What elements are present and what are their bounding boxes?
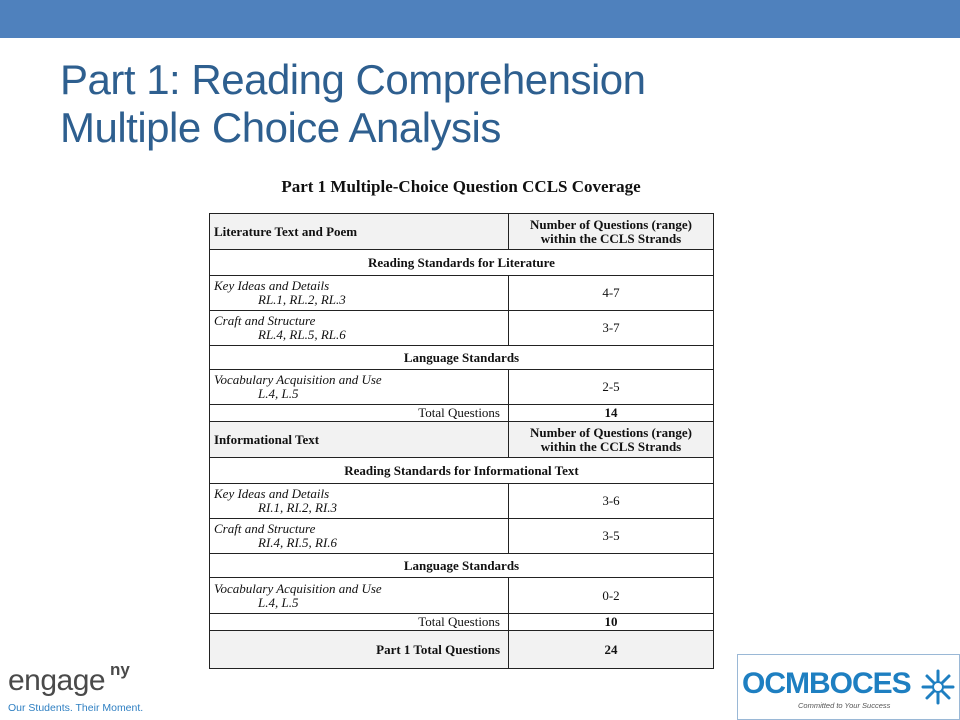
grand-total-value: 24 [509, 631, 714, 669]
standard-name: Craft and Structure [214, 521, 316, 536]
standard-codes: RL.4, RL.5, RL.6 [258, 327, 346, 342]
table-row [210, 554, 714, 578]
table-row [210, 422, 714, 458]
slide-title [60, 56, 920, 152]
slide-title-line-1: Part 1: Reading Comprehension [60, 56, 646, 103]
engageny-superscript: ny [110, 660, 130, 679]
standard-cell [210, 311, 509, 346]
ocmboces-tagline: Committed to Your Success [798, 701, 891, 710]
informational-header-cell: Informational Text [210, 422, 509, 458]
grand-total-label: Part 1 Total Questions [210, 631, 509, 669]
standard-codes: L.4, L.5 [258, 386, 299, 401]
ocmboces-wordmark: OCMBOCES [742, 667, 911, 700]
standard-name: Vocabulary Acquisition and Use [214, 372, 382, 387]
standard-cell [210, 578, 509, 614]
table-row [210, 276, 714, 311]
standard-cell [210, 276, 509, 311]
table-row [210, 311, 714, 346]
table-row [210, 631, 714, 669]
top-accent-bar [0, 0, 960, 38]
engageny-tagline: Our Students. Their Moment. [8, 702, 144, 714]
table-caption: Part 1 Multiple-Choice Question CCLS Coverage [281, 177, 641, 196]
question-range: 3-6 [509, 484, 714, 519]
standard-name: Key Ideas and Details [214, 278, 330, 293]
table-row [210, 519, 714, 554]
standard-name: Craft and Structure [214, 313, 316, 328]
literature-section-header: Reading Standards for Literature [210, 250, 714, 276]
ocmboces-logo [737, 654, 960, 720]
standard-cell [210, 484, 509, 519]
table-row [210, 346, 714, 370]
standard-cell [210, 370, 509, 405]
informational-count-header-cell: Number of Questions (range) within the CCLS Strands [509, 422, 714, 458]
standard-name: Key Ideas and Details [214, 486, 330, 501]
informational-section-header: Reading Standards for Informational Text [210, 458, 714, 484]
language-section-header: Language Standards [210, 554, 714, 578]
question-range: 2-5 [509, 370, 714, 405]
total-label: Total Questions [210, 405, 509, 422]
table-row [210, 458, 714, 484]
literature-count-header-cell: Number of Questions (range) within the CCLS Strands [509, 214, 714, 250]
table-row [210, 614, 714, 631]
question-range: 4-7 [509, 276, 714, 311]
table-row [210, 250, 714, 276]
total-label: Total Questions [210, 614, 509, 631]
language-section-header: Language Standards [210, 346, 714, 370]
standard-name: Vocabulary Acquisition and Use [214, 580, 382, 596]
table-row [210, 370, 714, 405]
standard-codes: RI.4, RI.5, RI.6 [258, 535, 338, 550]
total-value: 14 [509, 405, 714, 422]
standard-codes: RL.1, RL.2, RL.3 [258, 292, 346, 307]
table-row [210, 484, 714, 519]
literature-header-cell: Literature Text and Poem [210, 214, 509, 250]
standard-cell [210, 519, 509, 554]
ocm-star-icon [919, 667, 957, 707]
engageny-logo [6, 660, 151, 720]
engageny-wordmark: engage [8, 664, 106, 697]
standard-codes: RI.1, RI.2, RI.3 [258, 500, 338, 515]
question-range: 0-2 [509, 578, 714, 614]
slide-title-line-2: Multiple Choice Analysis [60, 104, 501, 151]
standard-codes: L.4, L.5 [258, 594, 299, 610]
table-row [210, 578, 714, 614]
table-row [210, 405, 714, 422]
table-row [210, 214, 714, 250]
ccls-coverage-table [209, 213, 714, 669]
total-value: 10 [509, 614, 714, 631]
question-range: 3-7 [509, 311, 714, 346]
question-range: 3-5 [509, 519, 714, 554]
